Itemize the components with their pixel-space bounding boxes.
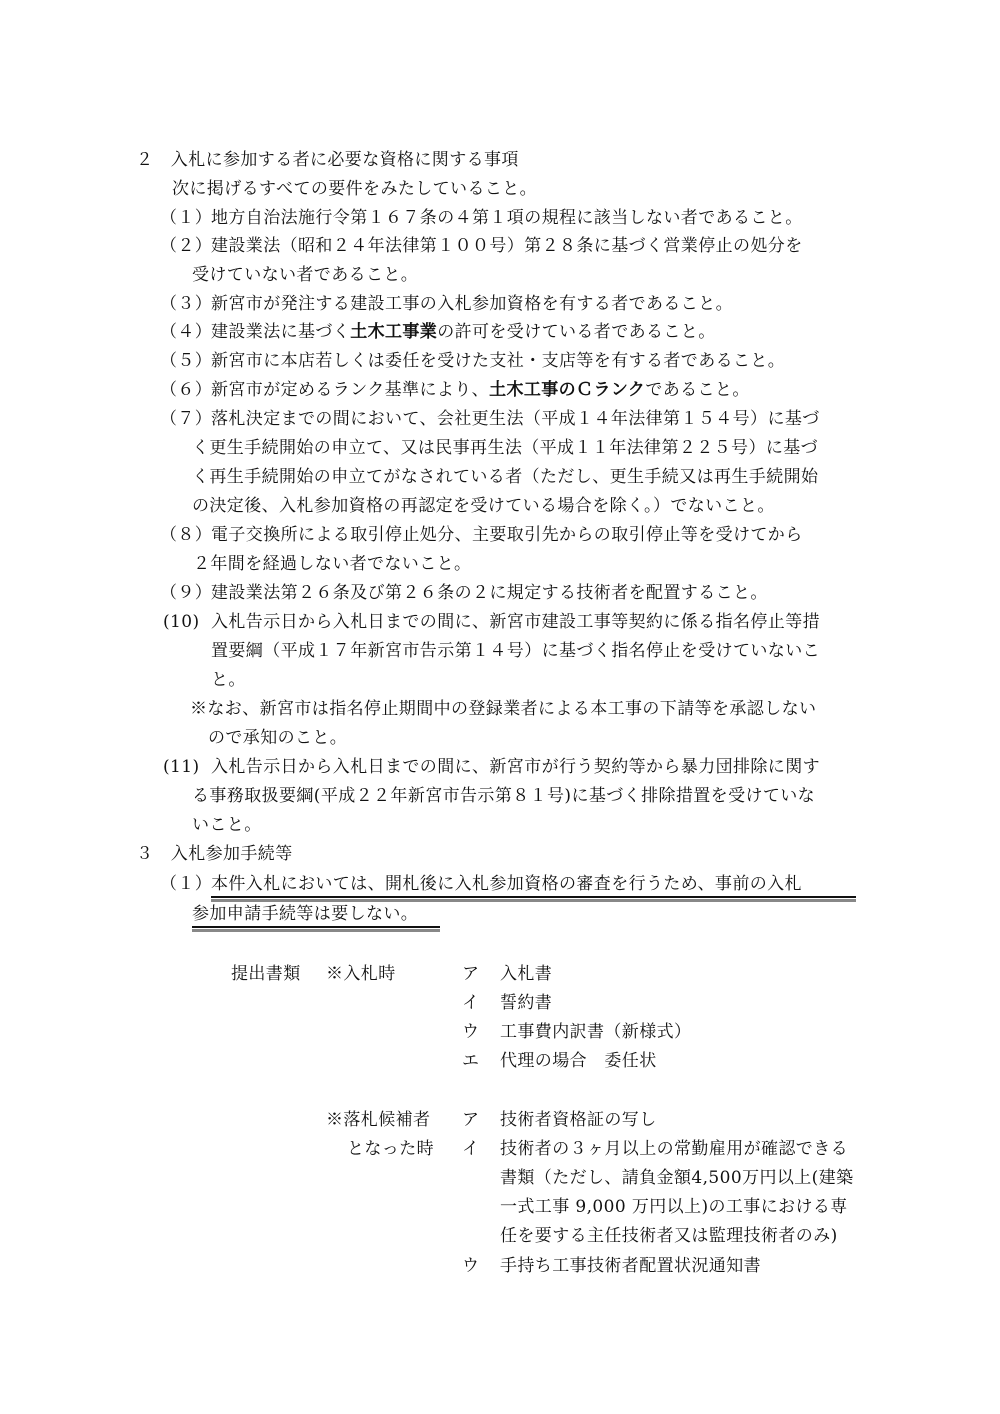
section3-item-1-number: （１） (160, 874, 213, 894)
at-bid-item-u: 工事費内訳書（新様式） (500, 1022, 692, 1042)
winner-label-line1: ※落札候補者 (326, 1110, 431, 1130)
item-4-number: （４） (160, 322, 213, 342)
item-3-number: （３） (160, 294, 213, 314)
item-4-text-pre: 建設業法に基づく (211, 322, 351, 342)
at-bid-item-i: 誓約書 (500, 993, 553, 1013)
section3-item-1-text-line1: 本件入札においては、開札後に入札参加資格の審査を行うため、事前の入札 (211, 874, 802, 894)
underline-2 (192, 926, 440, 928)
item-9-number: （９） (160, 583, 213, 603)
at-bid-mark-e: エ (462, 1051, 480, 1071)
at-bid-mark-i: イ (462, 993, 480, 1013)
item-11-text-line1: 入札告示日から入札日までの間に、新宮市が行う契約等から暴力団排除に関す (211, 757, 820, 777)
section3-item-1-text-line2: 参加申請手続等は要しない。 (192, 904, 419, 924)
item-5-text: 新宮市に本店若しくは委任を受けた支社・支店等を有する者であること。 (211, 351, 786, 371)
at-bid-mark-u: ウ (462, 1022, 480, 1042)
item-11-text-line2: る事務取扱要綱(平成２２年新宮市告示第８１号)に基づく排除措置を受けていな (192, 786, 816, 806)
item-6-text-pre: 新宮市が定めるランク基準により、 (211, 380, 490, 400)
winner-item-a: 技術者資格証の写し (500, 1110, 657, 1130)
item-6-text (211, 377, 750, 403)
item-8-text-line2: ２年間を経過しない者でないこと。 (193, 554, 472, 574)
note-line1: ※なお、新宮市は指名停止期間中の登録業者による本工事の下請等を承認しない (190, 699, 817, 719)
underline-1 (211, 896, 856, 898)
item-11-text-line3: いこと。 (192, 815, 262, 835)
underline-2-shadow (192, 929, 440, 932)
note-line2: ので承知のこと。 (208, 728, 348, 748)
item-6-text-bold: 土木工事のＣランク (489, 380, 646, 400)
winner-mark-i: イ (462, 1139, 480, 1159)
item-6-number: （６） (160, 380, 213, 400)
item-1-number: （１） (160, 208, 213, 228)
item-10-text-line1: 入札告示日から入札日までの間に、新宮市建設工事等契約に係る指名停止等措 (211, 612, 820, 632)
winner-item-i-line2: 書類（ただし、請負金額4,500万円以上(建築 (500, 1168, 854, 1188)
documents-label: 提出書類 (231, 964, 301, 984)
item-4-text-post: の許可を受けている者であること。 (437, 322, 716, 342)
item-1-text: 地方自治法施行令第１６７条の４第１項の規程に該当しない者であること。 (211, 208, 803, 228)
item-7-text-line2: く更生手続開始の申立て、又は民事再生法（平成１１年法律第２２５号）に基づ (192, 438, 819, 458)
item-10-text-line3: と。 (211, 670, 246, 690)
winner-mark-a: ア (462, 1110, 480, 1130)
item-4-text (211, 319, 716, 345)
item-10-text-line2: 置要綱（平成１７年新宮市告示第１４号）に基づく指名停止を受けていないこ (211, 641, 820, 661)
item-8-text-line1: 電子交換所による取引停止処分、主要取引先からの取引停止等を受けてから (211, 525, 803, 545)
item-8-number: （８） (160, 525, 213, 545)
section2-heading: ２ 入札に参加する者に必要な資格に関する事項 (136, 150, 519, 170)
item-7-number: （７） (160, 409, 213, 429)
winner-item-i-line3: 一式工事 9,000 万円以上)の工事における専 (500, 1197, 848, 1217)
item-2-number: （２） (160, 236, 213, 256)
winner-label-line2: となった時 (347, 1139, 434, 1159)
item-7-text-line1: 落札決定までの間において、会社更生法（平成１４年法律第１５４号）に基づ (211, 409, 820, 429)
item-2-text-line1: 建設業法（昭和２４年法律第１００号）第２８条に基づく営業停止の処分を (211, 236, 803, 256)
at-bid-item-e: 代理の場合 委任状 (500, 1051, 657, 1071)
item-4-text-bold: 土木工事業 (350, 322, 438, 342)
item-2-text-line2: 受けていない者であること。 (192, 265, 419, 285)
item-10-number: (10) (163, 612, 200, 632)
winner-mark-u: ウ (462, 1256, 480, 1276)
item-5-number: （５） (160, 351, 213, 371)
item-7-text-line4: の決定後、入札参加資格の再認定を受けている場合を除く。）でないこと。 (192, 496, 775, 516)
winner-item-u: 手持ち工事技術者配置状況通知書 (500, 1256, 761, 1276)
winner-item-i-line4: 任を要する主任技術者又は監理技術者のみ) (500, 1226, 838, 1246)
section2-intro: 次に掲げるすべての要件をみたしていること。 (172, 179, 538, 199)
item-9-text: 建設業法第２６条及び第２６条の２に規定する技術者を配置すること。 (211, 583, 768, 603)
at-bid-mark-a: ア (462, 964, 480, 984)
at-bid-label: ※入札時 (326, 964, 396, 984)
item-3-text: 新宮市が発注する建設工事の入札参加資格を有する者であること。 (211, 294, 733, 314)
item-11-number: (11) (163, 757, 200, 777)
section3-heading: ３ 入札参加手続等 (136, 844, 293, 864)
at-bid-item-a: 入札書 (500, 964, 553, 984)
item-6-text-post: であること。 (645, 380, 750, 400)
winner-item-i-line1: 技術者の３ヶ月以上の常勤雇用が確認できる (500, 1139, 848, 1159)
item-7-text-line3: く再生手続開始の申立てがなされている者（ただし、更生手続又は再生手続開始 (192, 467, 819, 487)
